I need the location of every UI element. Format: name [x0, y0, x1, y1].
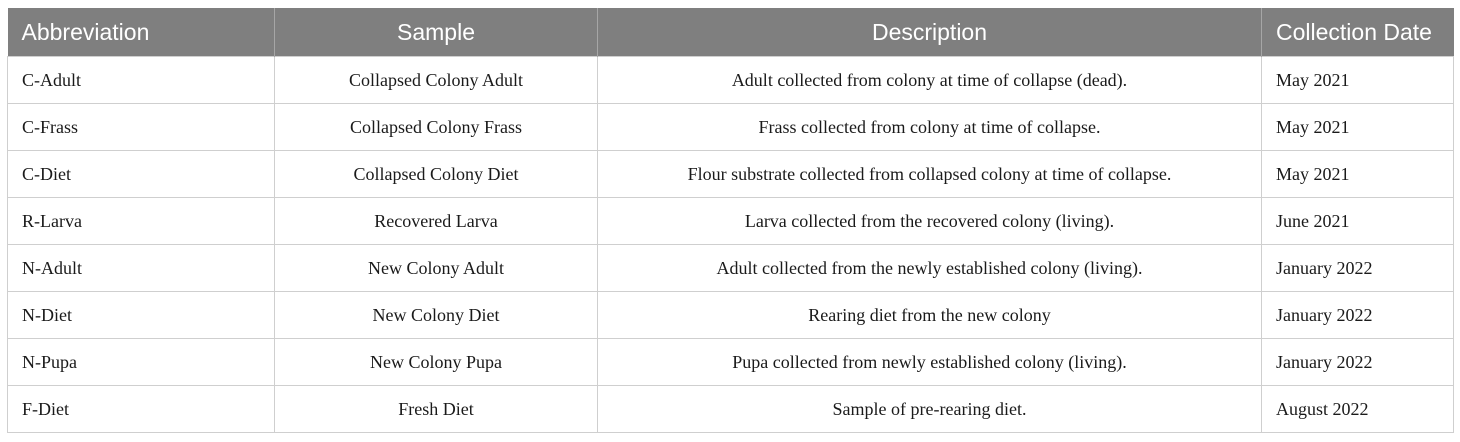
cell-sample: Fresh Diet: [275, 386, 598, 433]
table-row: [8, 245, 1454, 292]
cell-description: Sample of pre-rearing diet.: [598, 386, 1262, 433]
table-row: [8, 386, 1454, 433]
cell-sample: Recovered Larva: [275, 198, 598, 245]
table-header-row: [8, 8, 1454, 57]
table-row: [8, 57, 1454, 104]
cell-description: Frass collected from colony at time of collapse.: [598, 104, 1262, 151]
cell-collection-date: June 2021: [1262, 198, 1454, 245]
header-description: Description: [598, 8, 1262, 57]
cell-description: Larva collected from the recovered colony (living).: [598, 198, 1262, 245]
cell-abbreviation: N-Pupa: [8, 339, 275, 386]
cell-abbreviation: C-Adult: [8, 57, 275, 104]
cell-abbreviation: C-Frass: [8, 104, 275, 151]
cell-description: Flour substrate collected from collapsed colony at time of collapse.: [598, 151, 1262, 198]
cell-description: Adult collected from colony at time of collapse (dead).: [598, 57, 1262, 104]
cell-collection-date: January 2022: [1262, 292, 1454, 339]
cell-sample: Collapsed Colony Frass: [275, 104, 598, 151]
cell-abbreviation: R-Larva: [8, 198, 275, 245]
cell-collection-date: May 2021: [1262, 151, 1454, 198]
cell-sample: New Colony Pupa: [275, 339, 598, 386]
cell-sample: New Colony Adult: [275, 245, 598, 292]
table-row: [8, 151, 1454, 198]
table-row: [8, 198, 1454, 245]
cell-sample: Collapsed Colony Diet: [275, 151, 598, 198]
header-abbreviation: Abbreviation: [8, 8, 275, 57]
table-row: [8, 292, 1454, 339]
cell-abbreviation: N-Diet: [8, 292, 275, 339]
cell-collection-date: January 2022: [1262, 245, 1454, 292]
cell-collection-date: May 2021: [1262, 57, 1454, 104]
table-row: [8, 339, 1454, 386]
cell-abbreviation: C-Diet: [8, 151, 275, 198]
sample-table-container: [7, 8, 1453, 433]
cell-collection-date: May 2021: [1262, 104, 1454, 151]
header-collection-date: Collection Date: [1262, 8, 1454, 57]
cell-description: Rearing diet from the new colony: [598, 292, 1262, 339]
cell-abbreviation: F-Diet: [8, 386, 275, 433]
cell-collection-date: August 2022: [1262, 386, 1454, 433]
cell-abbreviation: N-Adult: [8, 245, 275, 292]
header-sample: Sample: [275, 8, 598, 57]
cell-description: Adult collected from the newly established colony (living).: [598, 245, 1262, 292]
cell-sample: Collapsed Colony Adult: [275, 57, 598, 104]
sample-table: [7, 8, 1454, 433]
cell-description: Pupa collected from newly established colony (living).: [598, 339, 1262, 386]
cell-sample: New Colony Diet: [275, 292, 598, 339]
cell-collection-date: January 2022: [1262, 339, 1454, 386]
table-row: [8, 104, 1454, 151]
